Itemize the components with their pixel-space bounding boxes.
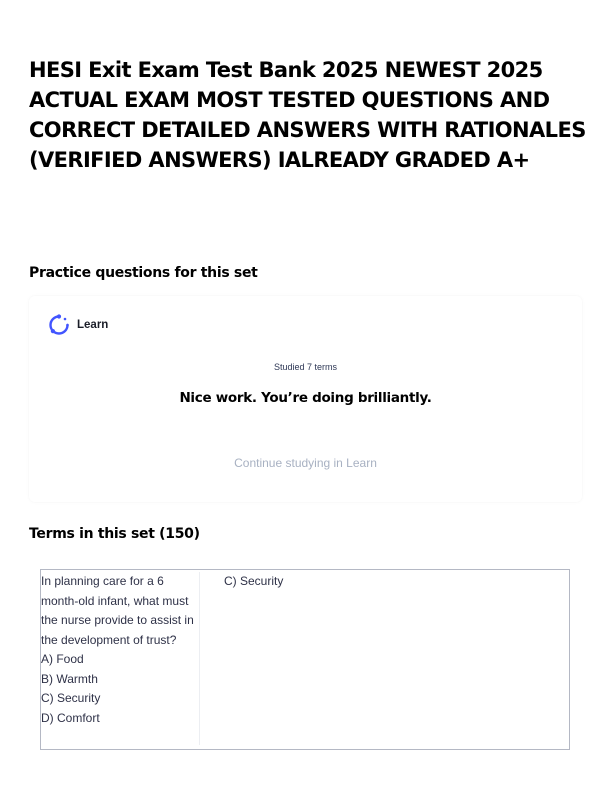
- studied-count: Studied 7 terms: [273, 362, 338, 372]
- learn-progress-icon: [48, 314, 70, 336]
- term-answer: C) Security: [224, 574, 284, 588]
- term-card: [40, 569, 570, 750]
- continue-learn-button[interactable]: Continue studying in Learn: [234, 456, 377, 470]
- terms-heading: Terms in this set (150): [29, 526, 200, 542]
- question-text: In planning care for a 6 month-old infant, what must the nurse provide to assist in the development of trust?: [41, 574, 194, 647]
- answer-option: B) Warmth: [41, 671, 98, 686]
- answer-option: A) Food: [41, 652, 84, 666]
- learn-label: Learn: [77, 319, 109, 331]
- answer-option: D) Comfort: [41, 710, 100, 725]
- practice-card: [29, 296, 582, 502]
- document-title: HESI Exit Exam Test Bank 2025 NEWEST 2025 ACTUAL EXAM MOST TESTED QUESTIONS AND CORRECT DETAILED ANSWERS WITH RATIONALES (VERIFIED ANSWERS) IALREADY GRADED A+: [29, 58, 586, 172]
- answer-option: C) Security: [41, 691, 101, 705]
- practice-heading: Practice questions for this set: [29, 265, 258, 281]
- progress-message: Nice work. You’re doing brilliantly.: [179, 390, 432, 406]
- learn-mode-link[interactable]: [48, 314, 108, 336]
- term-question: [41, 572, 200, 745]
